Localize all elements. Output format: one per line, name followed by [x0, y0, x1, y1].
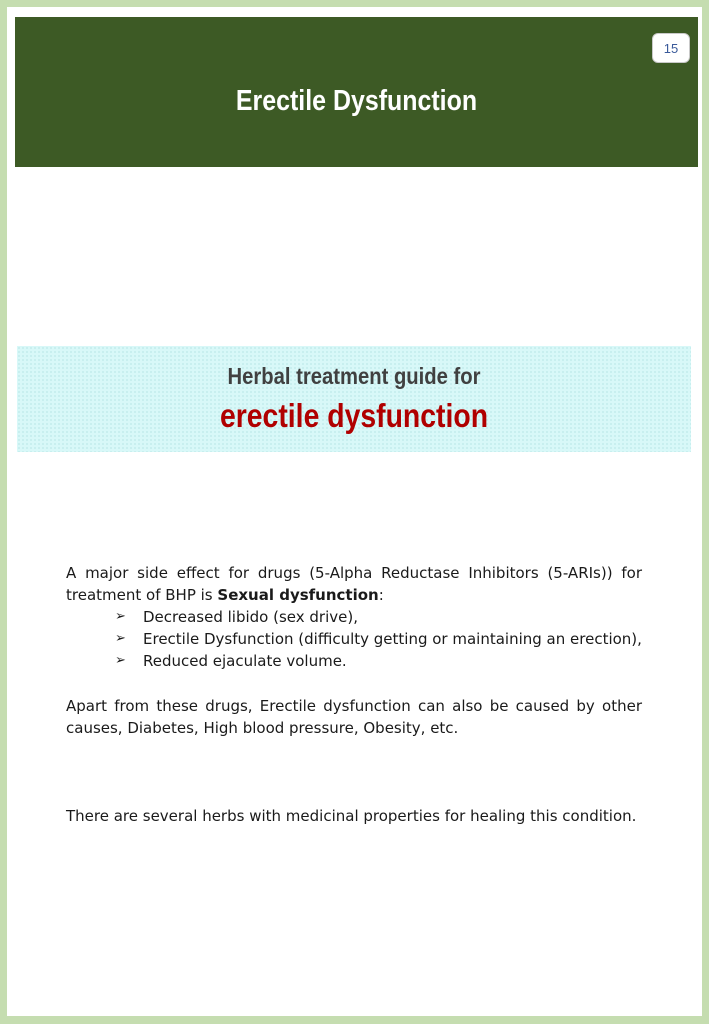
arrow-bullet-icon: ➢	[115, 609, 126, 624]
paragraph-herbs: There are several herbs with medicinal properties for healing this condition.	[66, 807, 637, 825]
paragraph-side-effects	[66, 562, 642, 606]
side-effect-list	[115, 606, 675, 672]
banner-line-1: Herbal treatment guide for	[227, 363, 481, 389]
paragraph-other-causes: Apart from these drugs, Erectile dysfunction can also be caused by other causes, Diabetes, High blood pressure, Obesity, etc.	[66, 697, 642, 737]
paragraph-text: A major side effect for drugs (5-Alpha Reductase Inhibitors (5-ARIs)) for treatment of BHP is	[66, 564, 642, 604]
page-number-badge: 15	[652, 33, 690, 63]
emphasis-sexual-dysfunction: Sexual dysfunction	[217, 586, 379, 604]
arrow-bullet-icon: ➢	[115, 653, 126, 668]
banner-line-2: erectile dysfunction	[219, 397, 489, 434]
colon: :	[378, 586, 384, 604]
header-banner	[15, 17, 698, 167]
subtitle-banner	[17, 346, 691, 452]
page-title: Erectile Dysfunction	[235, 85, 478, 117]
arrow-bullet-icon: ➢	[115, 631, 126, 646]
list-item: ➢ Reduced ejaculate volume.	[115, 652, 347, 670]
list-item: ➢ Decreased libido (sex drive),	[115, 608, 358, 626]
list-item: ➢ Erectile Dysfunction (difficulty getting or maintaining an erection),	[115, 630, 642, 648]
page	[7, 7, 702, 1016]
